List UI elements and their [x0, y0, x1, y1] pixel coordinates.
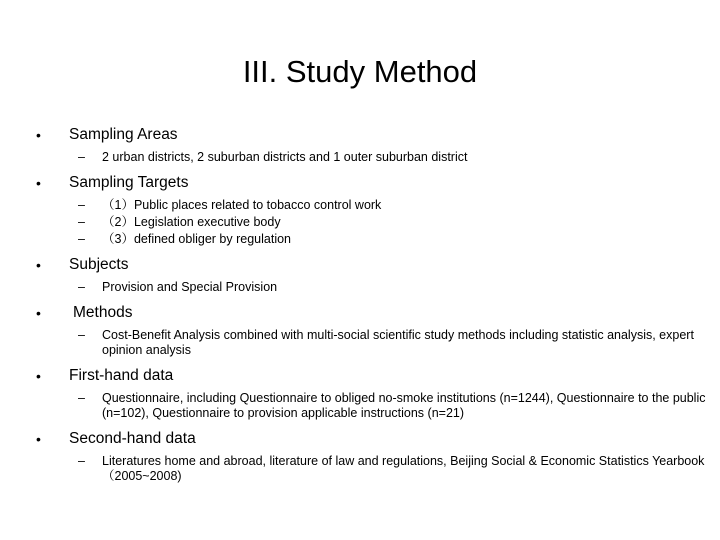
sub-bullet-text: 2 urban districts, 2 suburban districts and 1 outer suburban district: [102, 150, 468, 164]
bullet-icon: •: [36, 257, 41, 273]
sub-bullet: [36, 454, 706, 484]
sub-bullet-text: Questionnaire, including Questionnaire to obliged no-smoke institutions (n=1244), Questionnaire to the public (n=102), Questionnaire to provision applicable instructions (n=21): [102, 391, 706, 420]
bullet-heading: Second-hand data: [69, 430, 196, 447]
sub-bullet: [36, 232, 706, 247]
sub-bullet-text: （3）defined obliger by regulation: [102, 232, 292, 246]
bullet-heading: Subjects: [69, 256, 129, 273]
bullet-methods: [36, 300, 706, 326]
bullet-icon: •: [36, 368, 41, 384]
slide-title: III. Study Method: [242, 54, 478, 89]
bullet-heading: First-hand data: [69, 367, 174, 384]
bullet-heading: Sampling Areas: [69, 126, 178, 143]
bullet-heading: Methods: [73, 304, 133, 321]
dash-icon: –: [78, 328, 85, 342]
sub-bullet: [36, 328, 706, 358]
sub-bullet: [36, 150, 706, 165]
dash-icon: –: [78, 150, 85, 164]
bullet-icon: •: [36, 431, 41, 447]
dash-icon: –: [78, 232, 85, 246]
sub-bullet: [36, 280, 706, 295]
bullet-list: [36, 122, 706, 484]
sub-bullet: [36, 391, 706, 421]
bullet-subjects: [36, 252, 706, 278]
bullet-icon: •: [36, 305, 41, 321]
bullet-second-hand-data: [36, 426, 706, 452]
sub-bullet-text: Cost-Benefit Analysis combined with multi-social scientific study methods including statistic analysis, expert opinion analysis: [102, 328, 694, 357]
bullet-icon: •: [36, 127, 41, 143]
dash-icon: –: [78, 198, 85, 212]
bullet-heading: Sampling Targets: [69, 174, 189, 191]
dash-icon: –: [78, 391, 85, 405]
dash-icon: –: [78, 280, 85, 294]
sub-bullet-text: （1）Public places related to tobacco control work: [102, 198, 382, 212]
sub-bullet-text: Literatures home and abroad, literature of law and regulations, Beijing Social & Economic Statistics Yearbook（2005~2008): [102, 454, 705, 483]
sub-bullet-text: （2）Legislation executive body: [102, 215, 281, 229]
bullet-icon: •: [36, 175, 41, 191]
dash-icon: –: [78, 215, 85, 229]
bullet-sampling-areas: [36, 122, 706, 148]
sub-bullet-text: Provision and Special Provision: [102, 280, 278, 294]
sub-bullet: [36, 215, 706, 230]
sub-bullet: [36, 198, 706, 213]
bullet-first-hand-data: [36, 363, 706, 389]
bullet-sampling-targets: [36, 170, 706, 196]
dash-icon: –: [78, 454, 85, 468]
